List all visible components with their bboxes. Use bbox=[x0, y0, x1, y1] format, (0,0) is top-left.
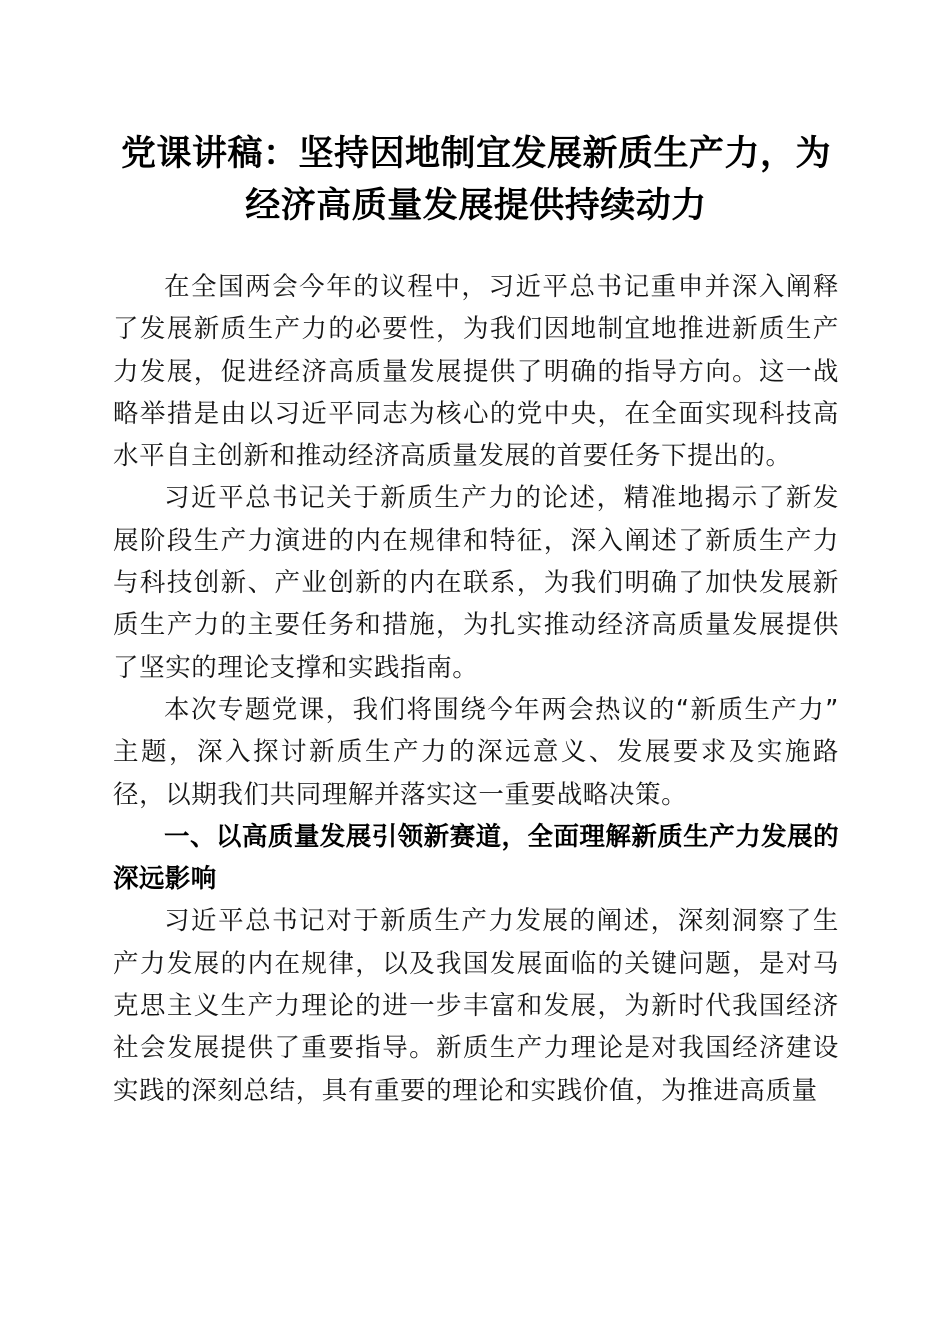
paragraph-3: 本次专题党课，我们将围绕今年两会热议的“新质生产力”主题，深入探讨新质生产力的深远意义、发展要求及实施路径，以期我们共同理解并落实这一重要战略决策。 bbox=[113, 694, 839, 810]
section-heading-1: 一、以高质量发展引领新赛道，全面理解新质生产力发展的深远影响 bbox=[113, 821, 839, 895]
paragraph-2: 习近平总书记关于新质生产力的论述，精准地揭示了新发展阶段生产力演进的内在规律和特征，深入阐述了新质生产力与科技创新、产业创新的内在联系，为我们明确了加快发展新质生产力的主要任务和措施，为扎实推动经济高质量发展提供了坚实的理论支撑和实践指南。 bbox=[113, 483, 839, 683]
document-body bbox=[113, 266, 839, 1112]
document-title: 党课讲稿：坚持因地制宜发展新质生产力，为经济高质量发展提供持续动力 bbox=[120, 133, 831, 226]
paragraph-1: 在全国两会今年的议程中，习近平总书记重申并深入阐释了发展新质生产力的必要性，为我们因地制宜地推进新质生产力发展，促进经济高质量发展提供了明确的指导方向。这一战略举措是由以习近平同志为核心的党中央，在全面实现科技高水平自主创新和推动经济高质量发展的首要任务下提出的。 bbox=[113, 272, 839, 472]
document-content-column bbox=[113, 0, 839, 1344]
paragraph-4: 习近平总书记对于新质生产力发展的阐述，深刻洞察了生产力发展的内在规律，以及我国发展面临的关键问题，是对马克思主义生产力理论的进一步丰富和发展，为新时代我国经济社会发展提供了重要指导。新质生产力理论是对我国经济建设实践的深刻总结，具有重要的理论和实践价值，为推进高质量 bbox=[113, 906, 839, 1106]
